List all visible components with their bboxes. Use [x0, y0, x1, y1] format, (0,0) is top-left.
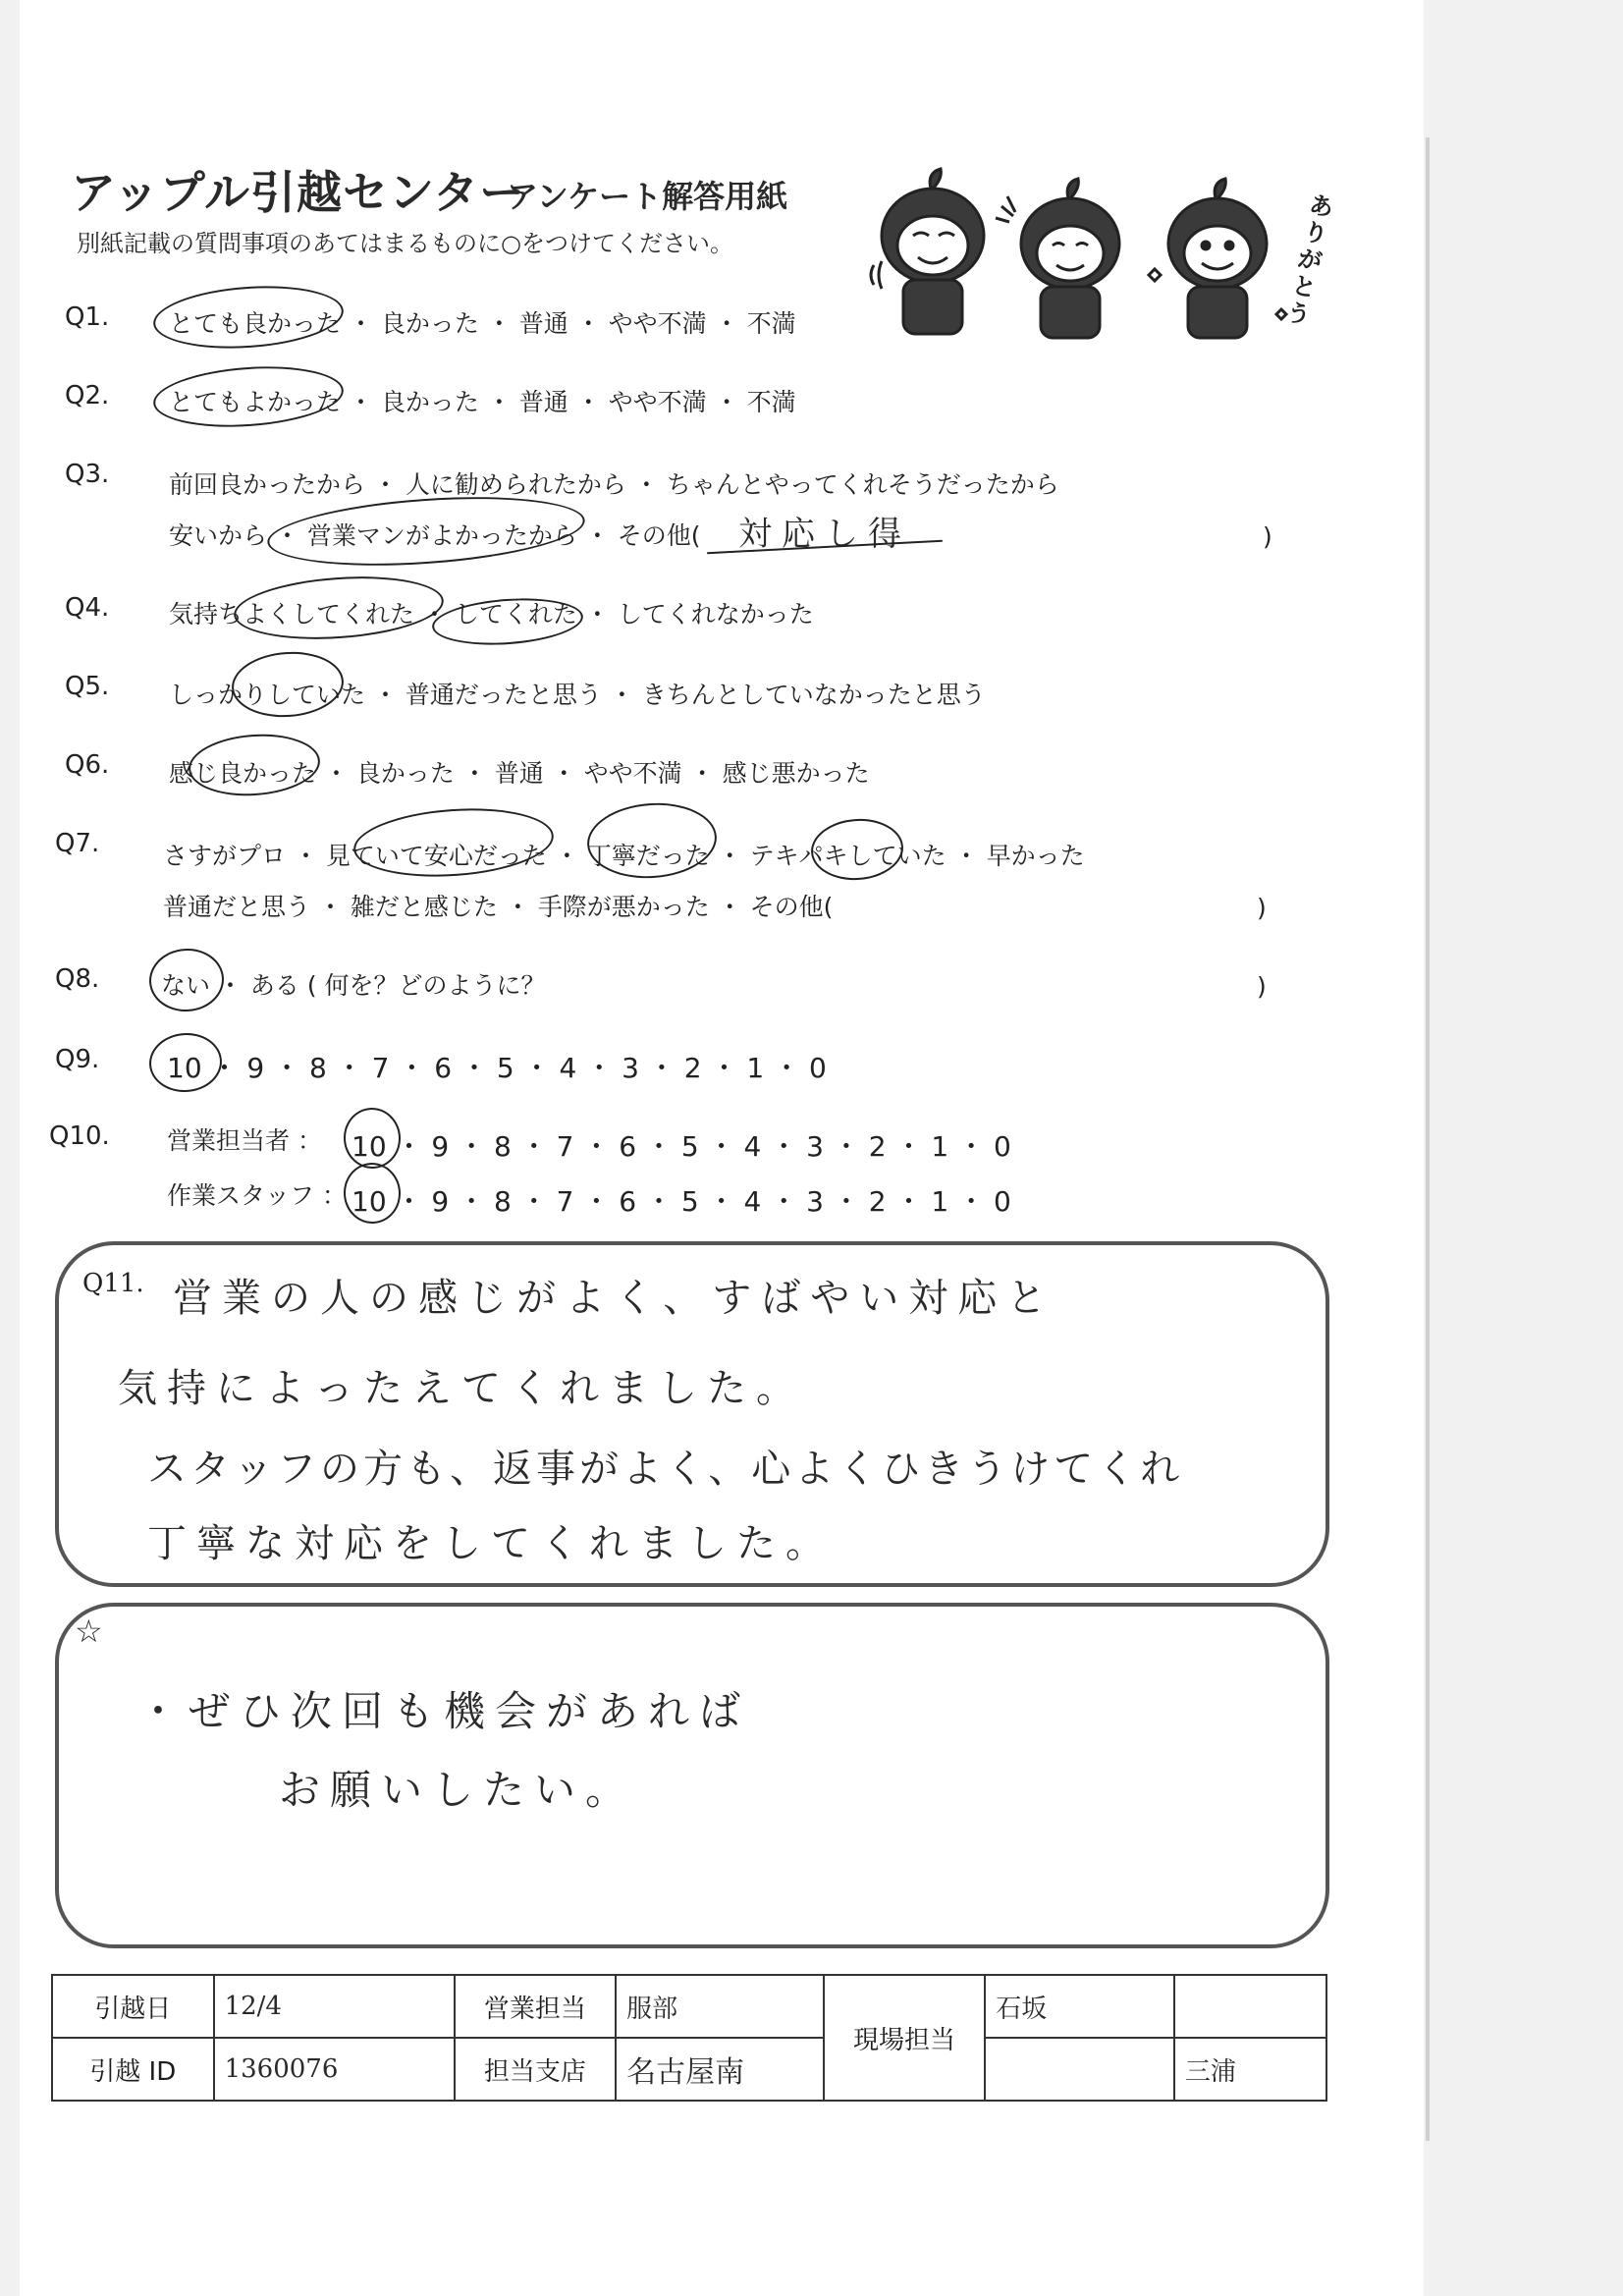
sales-rep-value: 服部: [616, 1975, 824, 2038]
q11-handwritten-line-2: 気持によったえてくれました。: [118, 1366, 805, 1411]
q7-options-line2: 普通だと思う ・ 雑だと感じた ・ 手際が悪かった ・ その他(: [163, 893, 834, 921]
q7-options-line1: さすがプロ ・ 見ていて安心だった ・ 丁寧だった ・ テキパキしていた ・ 早かった: [163, 842, 1085, 870]
q8-options: ない ・ ある ( 何を？どのように？: [161, 971, 546, 1000]
star-handwritten-line-2: お願いしたい。: [279, 1766, 637, 1814]
brand-title: アップル引越センター: [71, 166, 526, 219]
mascot-2-icon: [996, 179, 1119, 338]
q10-staff-label: 作業スタッフ ：: [167, 1181, 347, 1210]
q9-scale: 10 ・ 9 ・ 8 ・ 7 ・ 6 ・ 5 ・ 4 ・ 3 ・ 2 ・ 1 ・ 0: [167, 1052, 827, 1084]
q6-label: Q6.: [65, 750, 110, 780]
move-date-value: 12/4: [214, 1975, 455, 2038]
q10-label: Q10.: [49, 1121, 110, 1151]
mascot-3-icon: [1149, 179, 1286, 338]
free-comment-box: [55, 1603, 1329, 1948]
mascot-illustration: [864, 167, 1325, 354]
q8-close-paren: ): [1257, 972, 1267, 1001]
q2-options: とてもよかった ・ 良かった ・ 普通 ・ やや不満 ・ 不満: [169, 388, 796, 416]
q11-label: Q11.: [82, 1269, 144, 1298]
page-edge: [1426, 137, 1430, 2141]
q8-label: Q8.: [55, 964, 100, 994]
sales-rep-label: 営業担当: [455, 1975, 616, 2038]
site-rep-value-1: 石坂: [985, 1975, 1174, 2038]
q3-options-line2: 安いから ・ 営業マンがよかったから ・ その他(: [169, 521, 701, 550]
site-rep-label: 現場担当: [824, 1975, 985, 2101]
q3-close-paren: ): [1263, 522, 1272, 551]
site-rep-empty-1: [1174, 1975, 1326, 2038]
q3-other-handwritten: 対応し得: [738, 515, 911, 554]
q4-label: Q4.: [65, 593, 110, 623]
site-rep-empty-2: [985, 2038, 1174, 2101]
q7-label: Q7.: [55, 829, 100, 858]
q7-close-paren: ): [1257, 894, 1267, 922]
move-info-table: [51, 1974, 1327, 2102]
instruction-text: 別紙記載の質問事項のあてはまるものに○をつけてください。: [77, 230, 733, 257]
q10-sales-label: 営業担当者 ：: [167, 1126, 322, 1155]
q11-handwritten-line-1: 営業の人の感じがよく、すばやい対応と: [173, 1276, 1056, 1321]
branch-label: 担当支店: [455, 2038, 616, 2101]
q11-handwritten-line-3: スタッフの方も、返事がよく、心よくひきうけてくれ: [147, 1447, 1184, 1492]
q3-label: Q3.: [65, 460, 110, 489]
move-id-label: 引越 ID: [52, 2038, 214, 2101]
star-label: ☆: [75, 1613, 103, 1650]
move-id-value: 1360076: [214, 2038, 455, 2101]
q10-staff-scale: 10 ・ 9 ・ 8 ・ 7 ・ 6 ・ 5 ・ 4 ・ 3 ・ 2 ・ 1 ・ 0: [352, 1185, 1011, 1218]
q2-label: Q2.: [65, 381, 110, 410]
site-rep-value-2: 三浦: [1174, 2038, 1326, 2101]
q6-options: 感じ良かった ・ 良かった ・ 普通 ・ やや不満 ・ 感じ悪かった: [169, 759, 870, 788]
q9-label: Q9.: [55, 1045, 100, 1074]
q5-label: Q5.: [65, 672, 110, 701]
q1-label: Q1.: [65, 302, 110, 332]
move-date-label: 引越日: [52, 1975, 214, 2038]
q3-options-line1: 前回良かったから ・ 人に勧められたから ・ ちゃんとやってくれそうだったから: [169, 470, 1059, 499]
form-subtitle: アンケート解答用紙: [507, 178, 788, 215]
q1-options: とても良かった ・ 良かった ・ 普通 ・ やや不満 ・ 不満: [169, 309, 796, 338]
q5-options: しっかりしていた ・ 普通だったと思う ・ きちんとしていなかったと思う: [169, 681, 986, 709]
q11-handwritten-line-4: 丁寧な対応をしてくれました。: [147, 1521, 835, 1566]
mascot-1-icon: [871, 169, 984, 334]
branch-value: 名古屋南: [616, 2038, 824, 2101]
star-handwritten-line-1: ・ぜひ次回も機会があれば: [137, 1687, 751, 1735]
q10-sales-scale: 10 ・ 9 ・ 8 ・ 7 ・ 6 ・ 5 ・ 4 ・ 3 ・ 2 ・ 1 ・ 0: [352, 1130, 1011, 1163]
thanks-text: ありがとう: [1283, 190, 1336, 330]
q4-options: 気持ちよくしてくれた ・ してくれた ・ してくれなかった: [169, 600, 814, 629]
